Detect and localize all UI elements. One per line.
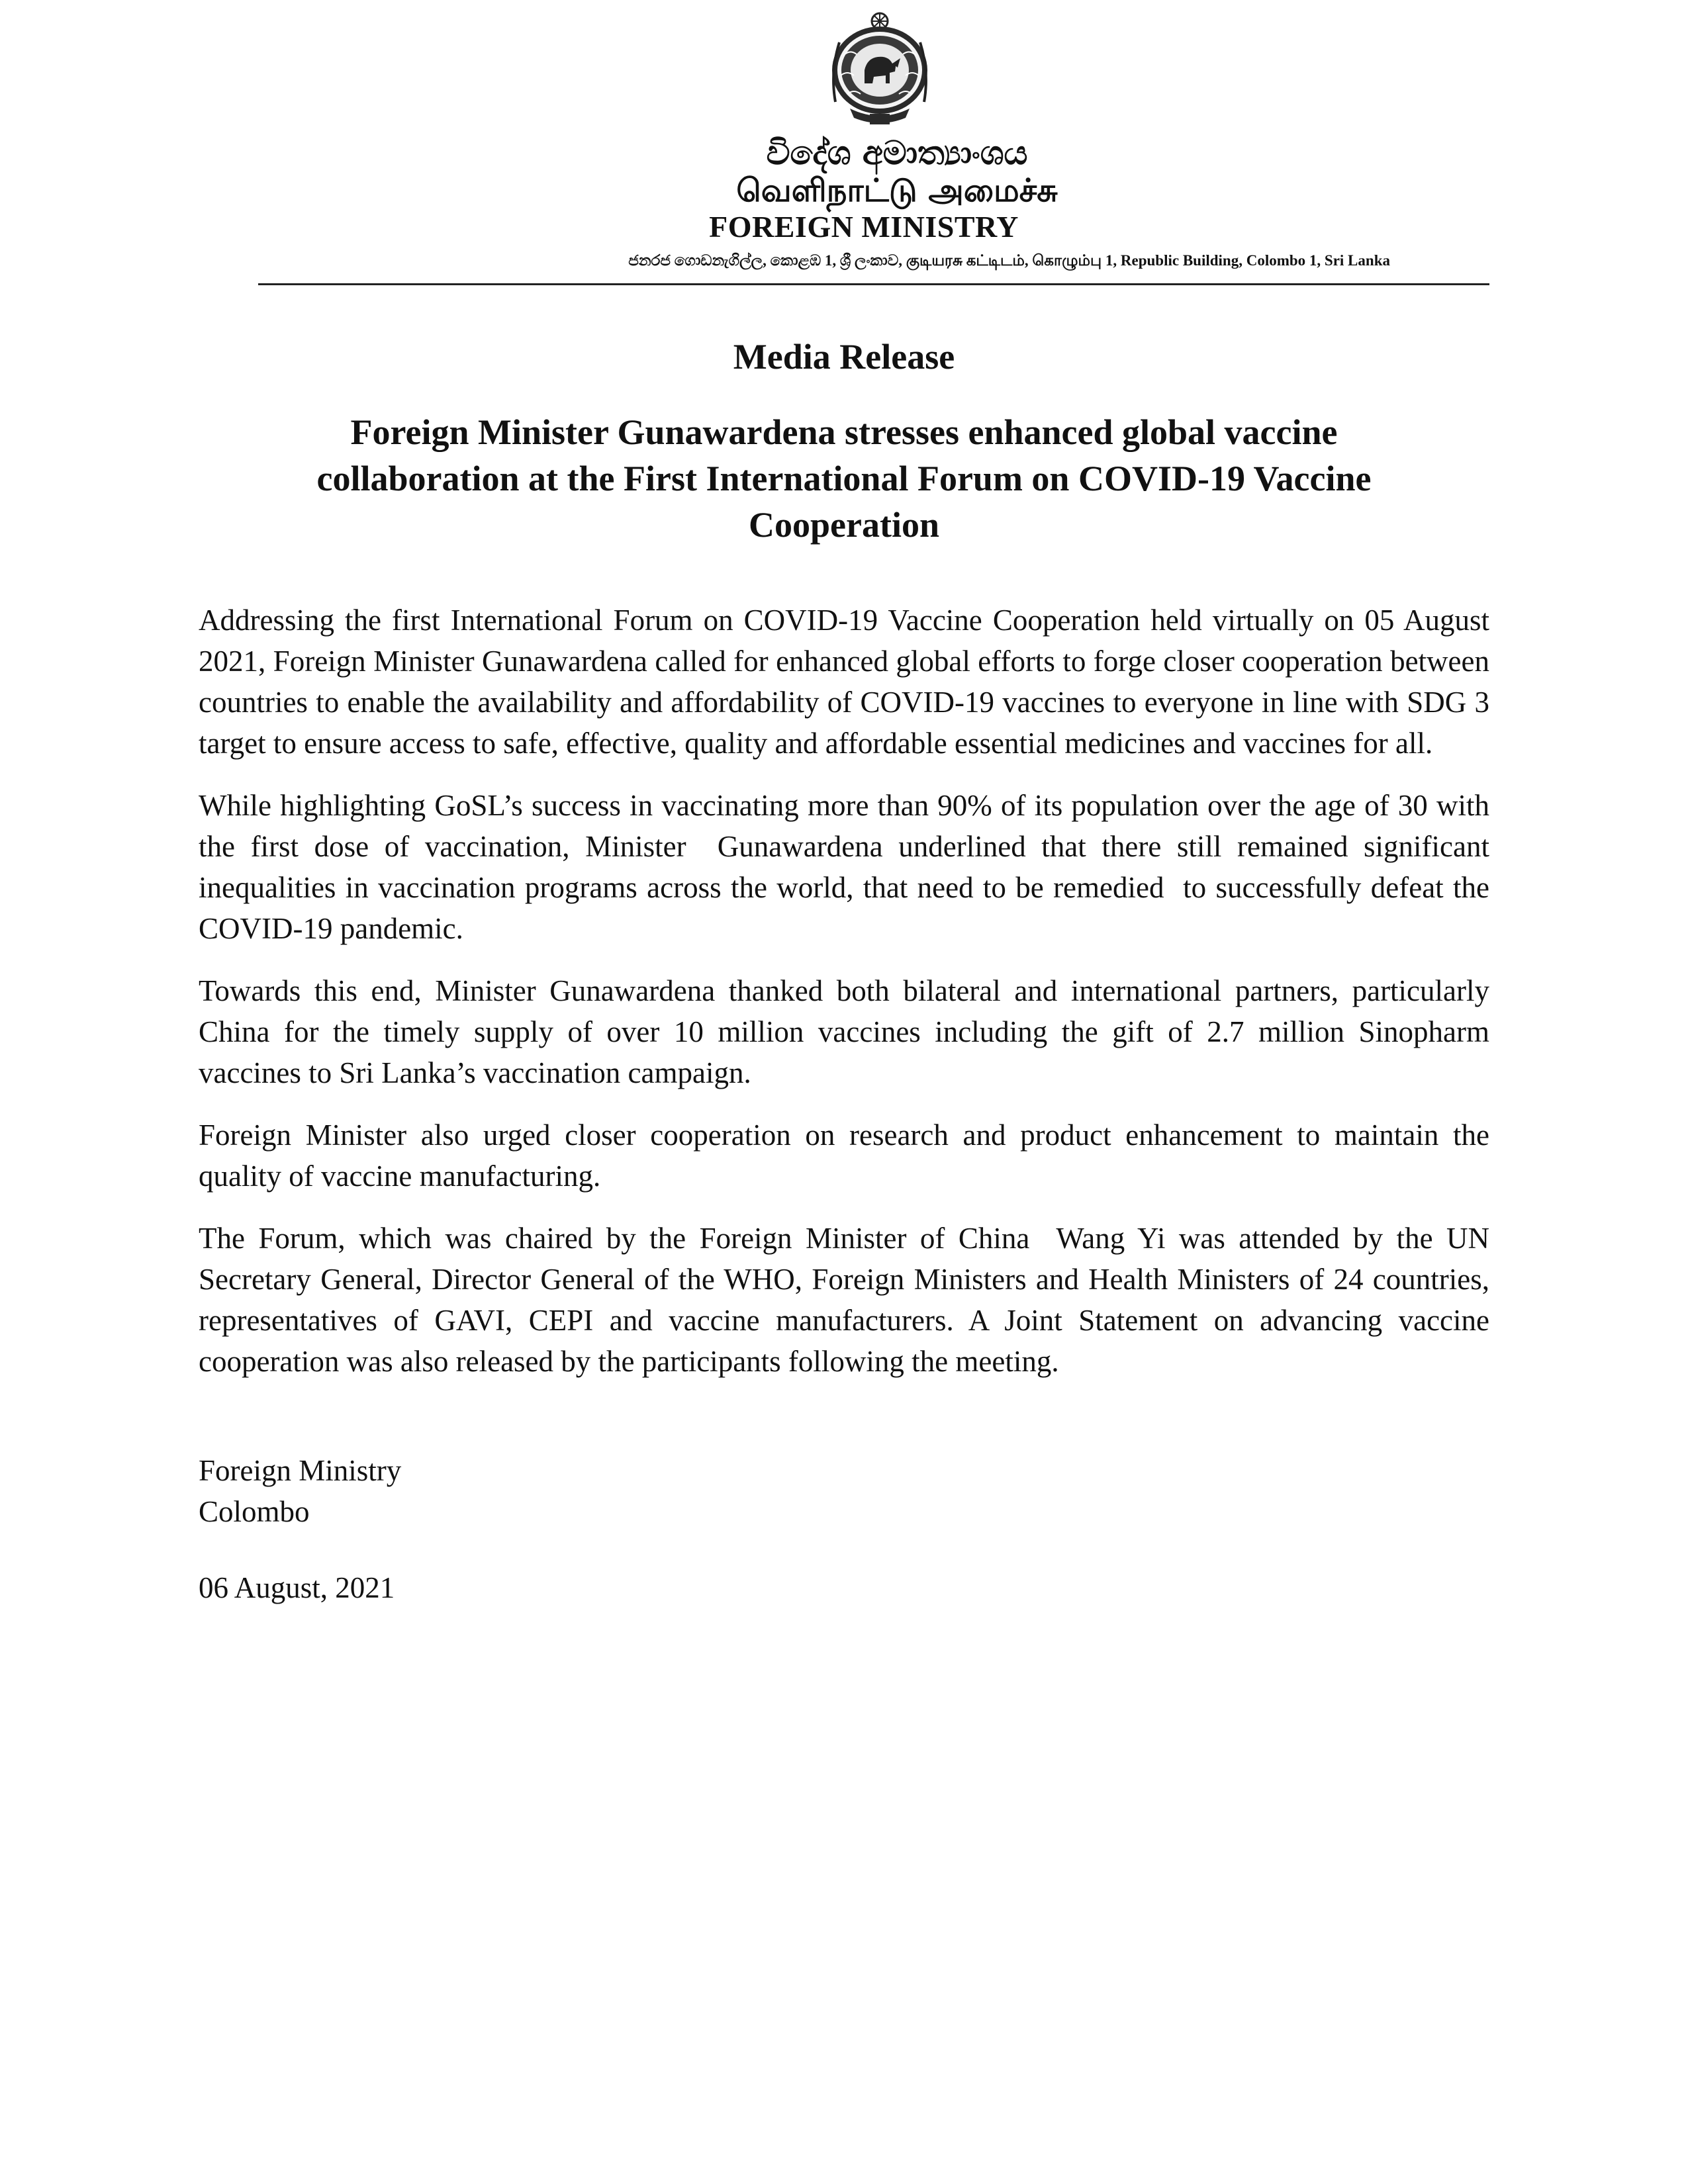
signature-location: Colombo — [199, 1495, 310, 1528]
letterhead-divider — [258, 283, 1489, 285]
letterhead-address: ජනරජ ගොඩනැගිල්ල, කොළඹ 1, ශ්‍රී ලංකාව, குடியரசு கட்டிடம், கொழும்பு 1, Republic Building, Colombo 1, Sri Lanka — [628, 252, 1390, 269]
signature-block — [199, 1450, 401, 1532]
body-paragraph: Towards this end, Minister Gunawardena thanked both bilateral and international partners, particularly China for the timely supply of over 10 million vaccines including the gift of 2.7 million Sinopharm vaccines to Sri Lanka’s vaccination campaign. — [199, 974, 1489, 1089]
sri-lanka-national-emblem-icon — [823, 9, 936, 132]
release-date: 06 August, 2021 — [199, 1571, 395, 1604]
letterhead-sinhala-name: විදේශ අමාත්‍යාංශය — [766, 134, 1028, 172]
letterhead-tamil-name: வெளிநாட்டு அமைச்சு — [736, 172, 1058, 209]
document-label: Media Release — [733, 337, 955, 377]
release-body — [199, 600, 1497, 1403]
letterhead-english-name: FOREIGN MINISTRY — [709, 210, 1019, 244]
signature-organization: Foreign Ministry — [199, 1454, 402, 1487]
body-paragraph: The Forum, which was chaired by the Foreign Minister of China Wang Yi was attended by the UN Secretary General, Director General of the WHO, Foreign Ministers and Health Ministers of 24 countries, representatives of GAVI, CEPI and vaccine manufacturers. A Joint Statement on advancing vaccine cooperation was also released by the participants following the meeting. — [199, 1222, 1497, 1378]
body-paragraph: Addressing the first International Forum on COVID-19 Vaccine Cooperation held virtually on 05 August 2021, Foreign Minister Gunawardena called for enhanced global efforts to forge closer cooperation between countries to enable the availability and affordability of COVID-19 vaccines to everyone in line with SDG 3 target to ensure access to safe, effective, quality and affordable essential medicines and vaccines for all. — [199, 604, 1489, 760]
headline: Foreign Minister Gunawardena stresses enhanced global vaccine collaboration at the First International Forum on COVID-19 Vaccine Cooperation — [316, 412, 1372, 545]
body-paragraph: Foreign Minister also urged closer cooperation on research and product enhancement to maintain the quality of vaccine manufacturing. — [199, 1118, 1489, 1193]
body-paragraph: While highlighting GoSL’s success in vaccinating more than 90% of its population over the age of 30 with the first dose of vaccination, Minister Gunawardena underlined that there still remained significant inequalities in vaccination programs across the world, that need to be remedied to successfully defeat the COVID-19 pandemic. — [199, 789, 1497, 945]
